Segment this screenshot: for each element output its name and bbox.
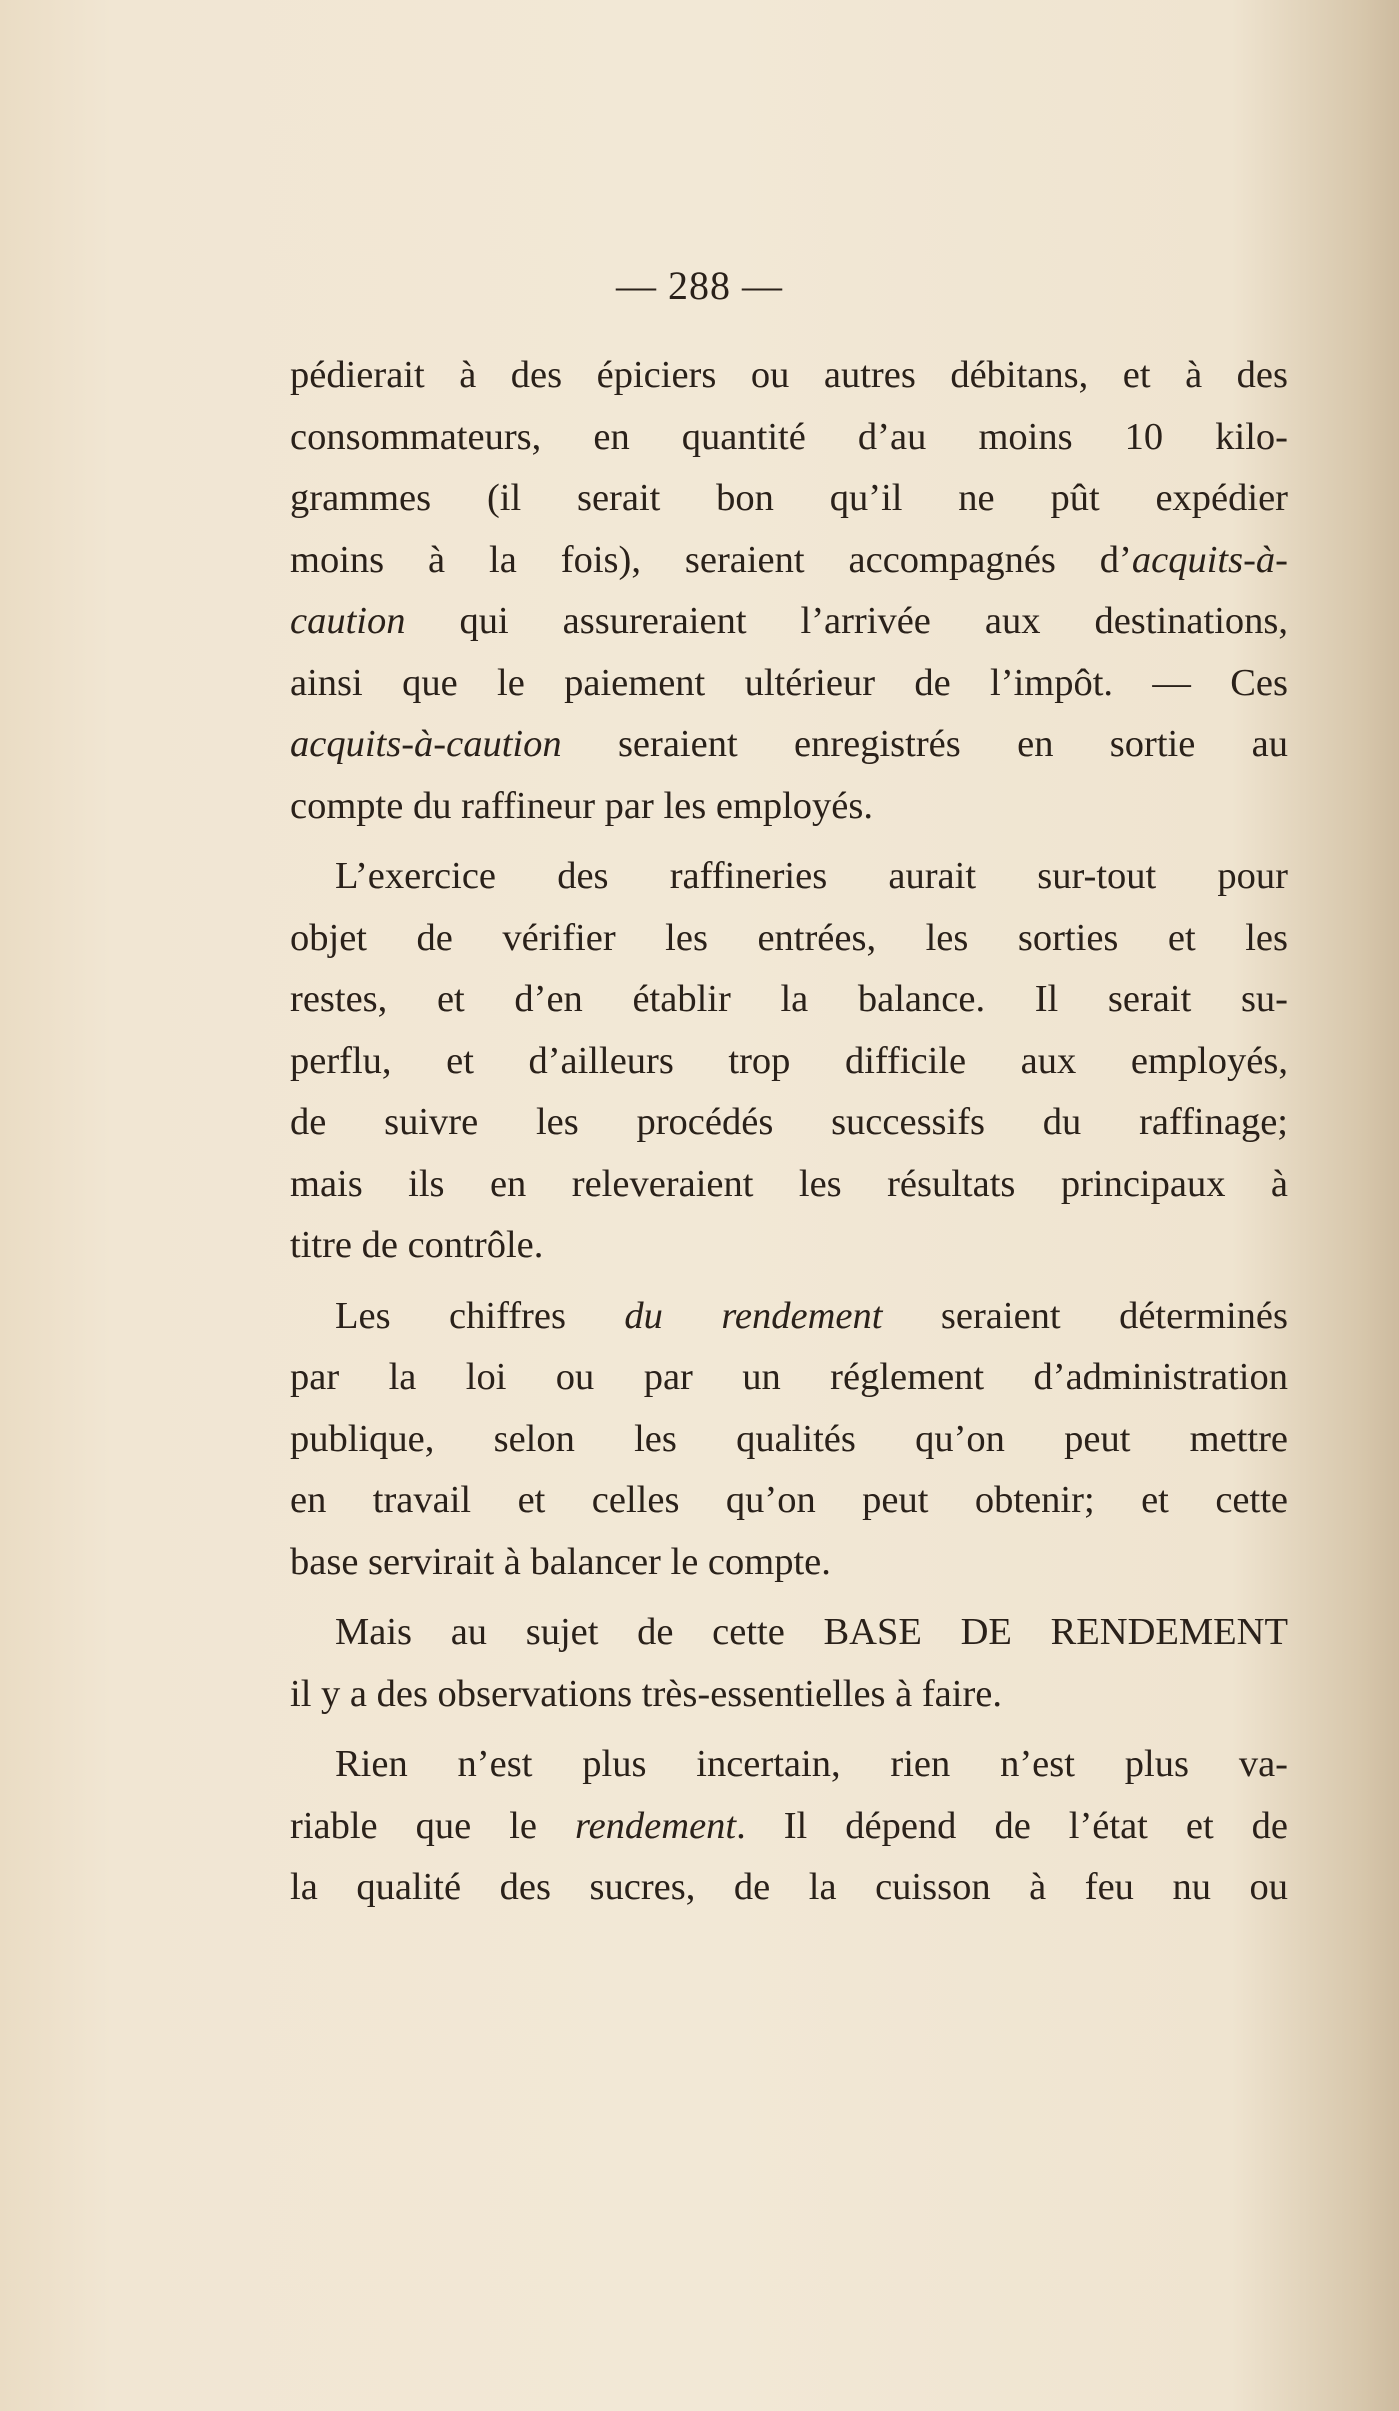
text-line: mais ils en releveraient les résultats principaux à — [290, 1162, 1288, 1205]
text-line: Mais au sujet de cette BASE DE RENDEMENT — [335, 1611, 1288, 1653]
text-line: publique, selon les qualités qu’on peut mettre — [290, 1417, 1288, 1460]
paragraph — [290, 1602, 1288, 1725]
text-line: riable que le rendement. Il dépend de l’état et de — [290, 1804, 1288, 1847]
text-line: objet de vérifier les entrées, les sorties et les — [290, 916, 1288, 959]
text-line: base servirait à balancer le compte. — [290, 1540, 831, 1583]
paragraph — [290, 345, 1288, 837]
paragraph — [290, 1286, 1288, 1594]
text-line: perflu, et d’ailleurs trop difficile aux employés, — [290, 1039, 1288, 1082]
text-line: grammes (il serait bon qu’il ne pût expédier — [290, 477, 1288, 519]
text-line: acquits-à-caution seraient enregistrés en sortie au — [290, 723, 1288, 765]
text-line: pédierait à des épiciers ou autres débitans, et à des — [290, 354, 1288, 396]
text-line: restes, et d’en établir la balance. Il serait su- — [290, 978, 1288, 1020]
body-text — [290, 345, 1288, 1919]
text-line: Rien n’est plus incertain, rien n’est plus va- — [335, 1743, 1288, 1785]
text-line: Les chiffres du rendement seraient déterminés — [335, 1294, 1288, 1337]
paragraph — [290, 1734, 1288, 1919]
text-line: consommateurs, en quantité d’au moins 10 kilo- — [290, 415, 1288, 458]
text-line: caution qui assureraient l’arrivée aux destinations, — [290, 600, 1288, 642]
text-line: il y a des observations très-essentielles à faire. — [290, 1672, 1003, 1715]
text-line: de suivre les procédés successifs du raffinage; — [290, 1101, 1288, 1143]
paragraph — [290, 846, 1288, 1277]
text-line: moins à la fois), seraient accompagnés d’acquits-à- — [290, 538, 1288, 581]
text-line: compte du raffineur par les employés. — [290, 784, 874, 827]
page-number: — 288 — — [616, 263, 783, 308]
text-line: par la loi ou par un réglement d’administration — [290, 1356, 1288, 1398]
text-line: titre de contrôle. — [290, 1224, 544, 1266]
text-line: en travail et celles qu’on peut obtenir; et cette — [290, 1479, 1288, 1521]
text-line: L’exercice des raffineries aurait sur-tout pour — [335, 855, 1288, 897]
text-line: la qualité des sucres, de la cuisson à feu nu ou — [290, 1866, 1288, 1908]
text-line: ainsi que le paiement ultérieur de l’impôt. — Ces — [290, 661, 1288, 704]
